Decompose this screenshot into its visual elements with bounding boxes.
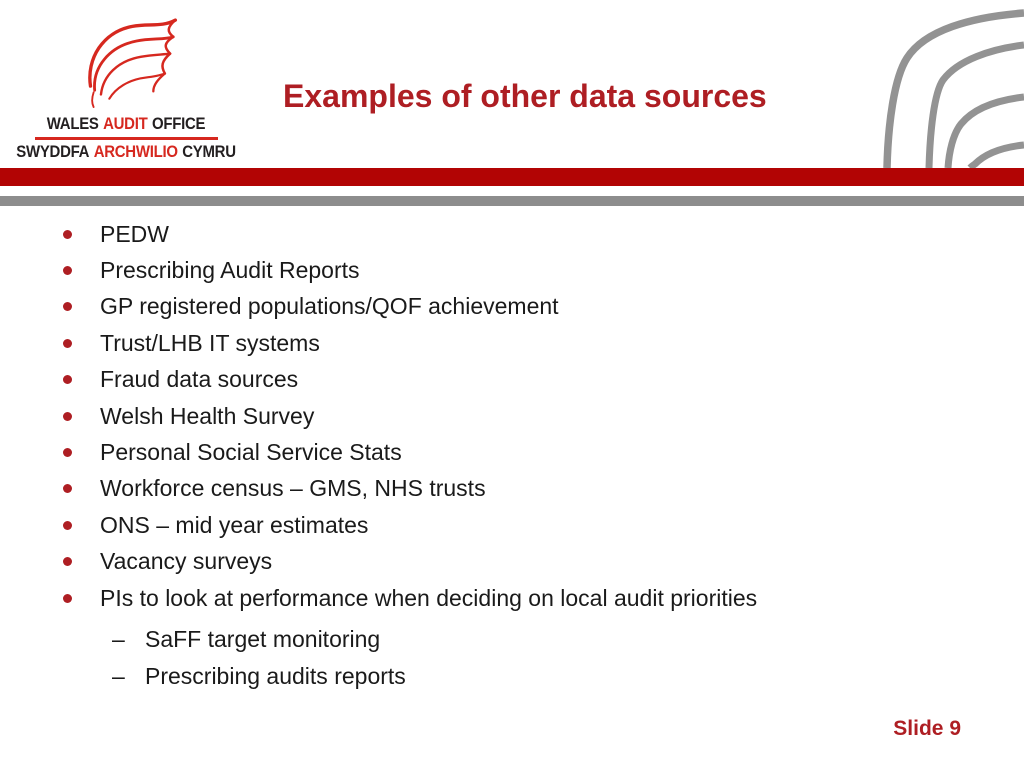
list-item-text: GP registered populations/QOF achievement	[100, 293, 559, 320]
slide-number: Slide 9	[893, 717, 961, 740]
list-item-text: PIs to look at performance when deciding on local audit priorities	[100, 584, 758, 611]
logo-underline	[35, 137, 218, 140]
list-item	[0, 580, 1024, 616]
bullet-list	[0, 216, 1024, 695]
list-item	[0, 434, 1024, 470]
dash-icon: –	[112, 663, 125, 690]
list-item	[0, 471, 1024, 507]
logo-word-office: OFFICE	[151, 114, 206, 133]
bullet-dot-icon	[63, 266, 72, 275]
bullet-dot-icon	[63, 521, 72, 530]
bullet-dot-icon	[63, 339, 72, 348]
list-item	[0, 325, 1024, 361]
bullet-dot-icon	[63, 448, 72, 457]
bullet-dot-icon	[63, 412, 72, 421]
list-item	[0, 507, 1024, 543]
slide-title: Examples of other data sources	[283, 78, 767, 114]
list-item	[0, 398, 1024, 434]
list-item-text: Workforce census – GMS, NHS trusts	[100, 475, 486, 502]
bullet-dot-icon	[63, 302, 72, 311]
corner-swoosh-graphic	[855, 0, 1024, 168]
list-item	[0, 216, 1024, 252]
logo-word-wales: WALES	[46, 114, 99, 133]
logo-word-archwilio: ARCHWILIO	[93, 142, 178, 161]
logo-word-cymru: CYMRU	[182, 142, 236, 161]
list-item	[0, 289, 1024, 325]
logo-text-welsh	[16, 142, 236, 161]
list-item	[0, 252, 1024, 288]
list-item	[0, 362, 1024, 398]
list-item-text: Trust/LHB IT systems	[100, 329, 320, 356]
list-item-text: Welsh Health Survey	[100, 402, 315, 429]
list-item-text: ONS – mid year estimates	[100, 511, 369, 538]
logo-word-audit: AUDIT	[103, 114, 148, 133]
list-item-text: Fraud data sources	[100, 366, 299, 393]
sub-list-item-text: Prescribing audits reports	[145, 663, 406, 690]
list-item-text: PEDW	[100, 220, 169, 247]
dragon-wing-icon	[80, 14, 190, 110]
list-item-text: Vacancy surveys	[100, 548, 273, 575]
bullet-dot-icon	[63, 557, 72, 566]
sub-list-item	[0, 621, 1024, 658]
sub-list-item-text: SaFF target monitoring	[145, 626, 381, 653]
list-item-text: Prescribing Audit Reports	[100, 257, 360, 284]
bullet-dot-icon	[63, 230, 72, 239]
sub-list-item	[0, 658, 1024, 695]
dash-icon: –	[112, 626, 125, 653]
bullet-dot-icon	[63, 594, 72, 603]
bullet-dot-icon	[63, 375, 72, 384]
gray-divider-bar	[0, 196, 1024, 206]
red-divider-bar	[0, 168, 1024, 186]
list-item	[0, 544, 1024, 580]
bullet-dot-icon	[63, 484, 72, 493]
logo-text-english	[40, 115, 212, 132]
logo-word-swyddfa: SWYDDFA	[16, 142, 90, 161]
list-item-text: Personal Social Service Stats	[100, 439, 402, 466]
